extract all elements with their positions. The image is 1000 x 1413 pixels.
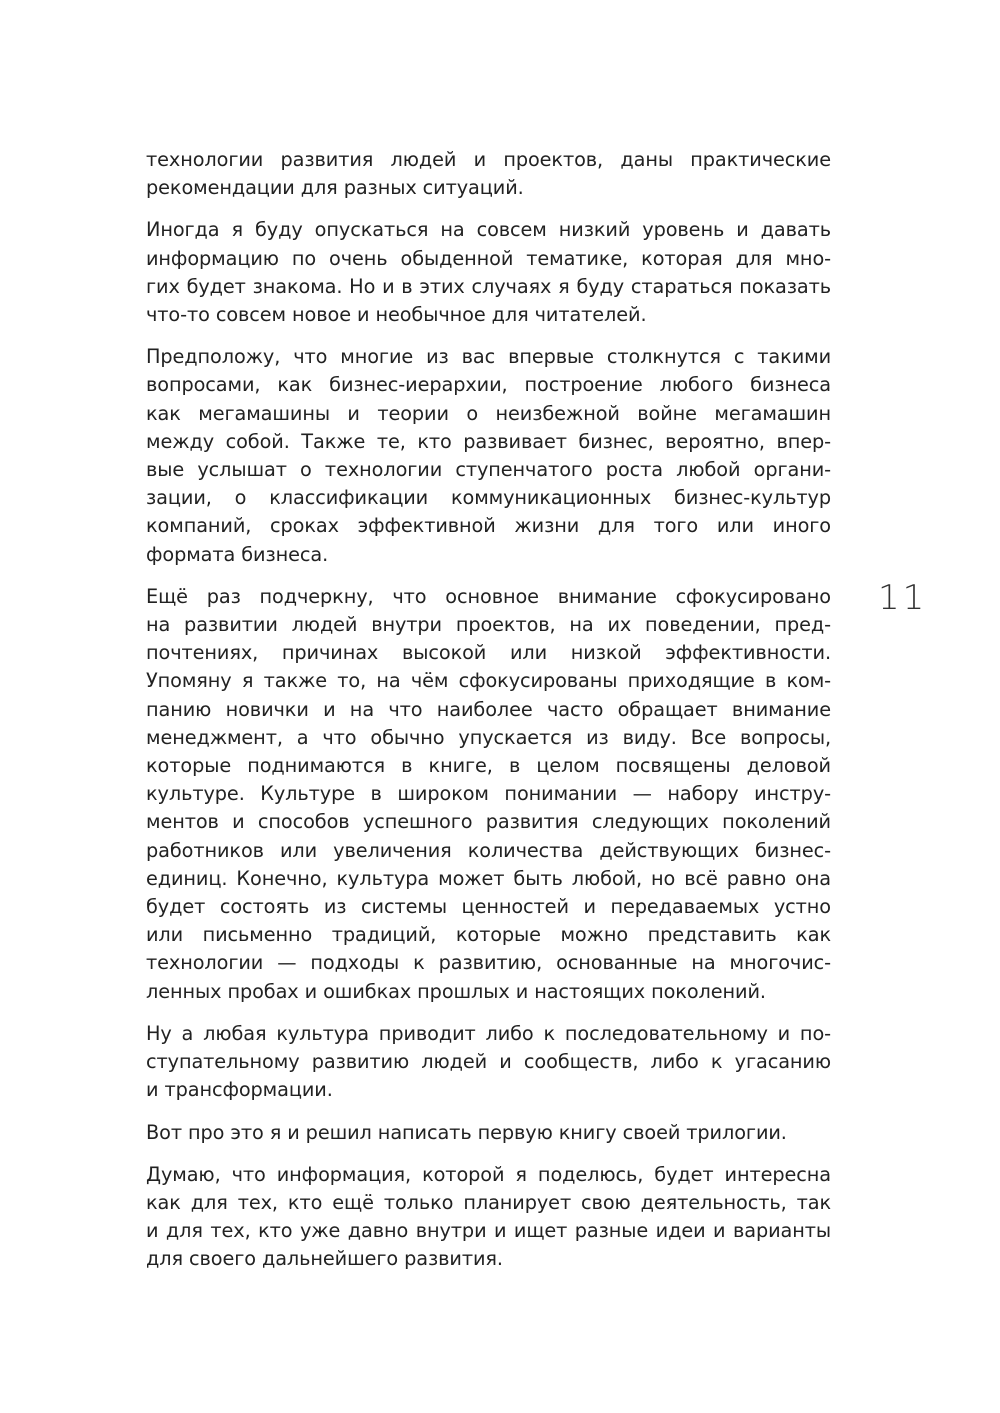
paragraph-1 xyxy=(146,146,831,202)
text-line: будет состоять из системы ценностей и передаваемых устно xyxy=(146,895,831,919)
text-line: вые услышат о технологии ступенчатого роста любой органи- xyxy=(146,458,831,482)
text-line: технологии развития людей и проектов, даны практические xyxy=(146,148,831,171)
text-line: единиц. Конечно, культура может быть любой, но всё равно она xyxy=(146,866,831,890)
text-line: работников или увеличения количества действующих бизнес- xyxy=(146,838,831,862)
text-line: гих будет знакома. Но и в этих случаях я буду стараться показать xyxy=(146,274,831,298)
text-line: зации, о классификации коммуникационных бизнес-культур xyxy=(146,486,831,510)
text-line: культуре. Культуре в широком понимании — набору инстру- xyxy=(146,782,831,806)
text-line: почтениях, причинах высокой или низкой эффективности. xyxy=(146,641,831,665)
paragraph-7 xyxy=(146,1161,831,1274)
text-line: рекомендации для разных ситуаций. xyxy=(146,176,524,200)
text-line: Думаю, что информация, которой я поделюсь, будет интересна xyxy=(146,1162,831,1186)
text-line: Ну а любая культура приводит либо к последовательному и по- xyxy=(146,1021,831,1045)
text-line: ступательному развитию людей и сообществ, либо к угасанию xyxy=(146,1050,831,1074)
text-line: вопросами, как бизнес-иерархии, построение любого бизнеса xyxy=(146,373,831,397)
text-line: ментов и способов успешного развития следующих поколений xyxy=(146,810,831,834)
text-line: что-то совсем новое и необычное для читателей. xyxy=(146,303,647,327)
text-line: Ещё раз подчеркну, что основное внимание сфокусировано xyxy=(146,584,831,608)
text-line: или письменно традиций, которые можно представить как xyxy=(146,923,831,947)
text-line: компаний, сроках эффективной жизни для того или иного xyxy=(146,514,831,538)
text-line: для своего дальнейшего развития. xyxy=(146,1247,503,1271)
text-line: Иногда я буду опускаться на совсем низкий уровень и давать xyxy=(146,218,831,242)
text-line: и для тех, кто уже давно внутри и ищет разные идеи и варианты xyxy=(146,1219,831,1243)
text-line: технологии — подходы к развитию, основанные на многочис- xyxy=(146,951,831,975)
text-line: и трансформации. xyxy=(146,1078,333,1102)
text-line: панию новички и на что наиболее часто обращает внимание xyxy=(146,697,831,721)
text-line: между собой. Также те, кто развивает бизнес, вероятно, впер- xyxy=(146,429,831,453)
text-line: Вот про это я и решил написать первую книгу своей трилогии. xyxy=(146,1120,787,1144)
text-line: Упомяну я также то, на чём сфокусированы приходящие в ком- xyxy=(146,669,831,693)
paragraph-3 xyxy=(146,343,831,569)
page-number: 11 xyxy=(878,578,928,618)
text-line: как для тех, кто ещё только планирует свою деятельность, так xyxy=(146,1190,831,1214)
text-line: ленных пробах и ошибках прошлых и настоящих поколений. xyxy=(146,979,766,1003)
text-line: формата бизнеса. xyxy=(146,542,329,566)
text-line: которые поднимаются в книге, в целом посвящены деловой xyxy=(146,754,831,778)
body-text xyxy=(146,146,831,1288)
text-line: на развитии людей внутри проектов, на их поведении, пред- xyxy=(146,613,831,637)
text-line: Предположу, что многие из вас впервые столкнутся с такими xyxy=(146,345,831,369)
text-line: информацию по очень обыденной тематике, которая для мно- xyxy=(146,246,831,270)
paragraph-2 xyxy=(146,216,831,329)
text-line: менеджмент, а что обычно упускается из виду. Все вопросы, xyxy=(146,725,831,749)
paragraph-5 xyxy=(146,1020,831,1105)
text-line: как мегамашины и теории о неизбежной войне мегамашин xyxy=(146,401,831,425)
paragraph-4 xyxy=(146,583,831,1006)
paragraph-6 xyxy=(146,1119,831,1147)
